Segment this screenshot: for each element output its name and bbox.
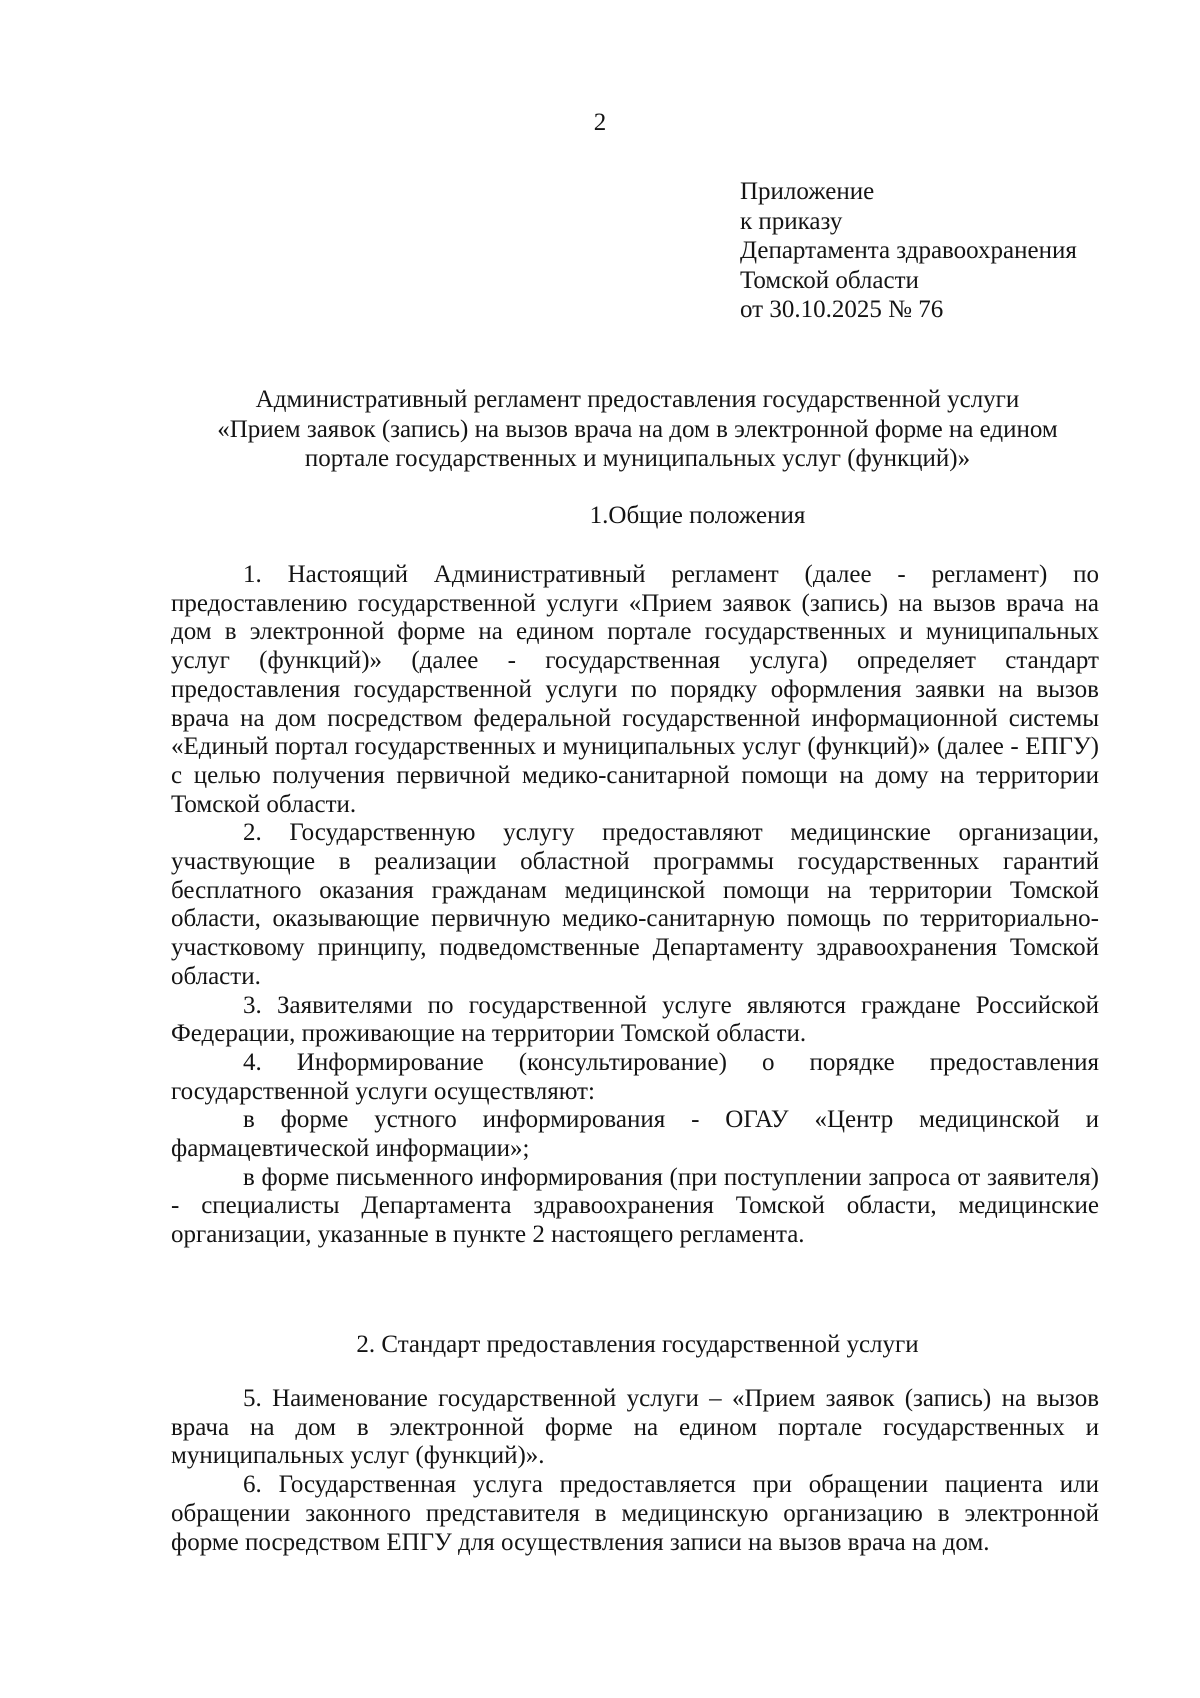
paragraph: 3. Заявителями по государственной услуге являются граждане Российской Федерации, проживающие на территории Томской области.: [171, 991, 1099, 1048]
appendix-line: Томской области: [740, 266, 919, 294]
paragraph: 2. Государственную услугу предоставляют медицинские организации, участвующие в реализации областной программы государственных гарантий бесплатного оказания гражданам медицинской помощи на территории Томской области, оказывающие первичную медико-санитарную помощь по территориально-участковому принципу, подведомственные Департаменту здравоохранения Томской области.: [171, 819, 1099, 990]
page-number: 2: [593, 109, 607, 136]
paragraph: в форме письменного информирования (при поступлении запроса от заявителя) - специалисты Департамента здравоохранения Томской области, медицинские организации, указанные в пункте 2 настоящего регламента.: [171, 1163, 1099, 1249]
section-2-heading: 2. Стандарт предоставления государственной услуги: [356, 1331, 919, 1358]
paragraph: 6. Государственная услуга предоставляется при обращении пациента или обращении законного представителя в медицинскую организацию в электронной форме посредством ЕПГУ для осуществления записи на вызов врача на дом.: [171, 1471, 1099, 1556]
title-line: портале государственных и муниципальных услуг (функций)»: [304, 445, 971, 472]
section-1-body: [171, 561, 1099, 1250]
appendix-block: [740, 177, 1077, 325]
appendix-line: Департамента здравоохранения: [740, 237, 1077, 264]
document-title: [175, 385, 1100, 474]
section-1-heading: 1.Общие положения: [589, 502, 806, 529]
paragraph: 5. Наименование государственной услуги – «Прием заявок (запись) на вызов врача на дом в электронной форме на едином портале государственных и муниципальных услуг (функций)».: [171, 1385, 1099, 1470]
paragraph: в форме устного информирования - ОГАУ «Центр медицинской и фармацевтической информации»;: [171, 1106, 1099, 1163]
section-2-body: [171, 1385, 1099, 1557]
paragraph: 4. Информирование (консультирование) о порядке предоставления государственной услуги осуществляют:: [171, 1048, 1099, 1105]
title-line: «Прием заявок (запись) на вызов врача на дом в электронной форме на едином: [217, 415, 1058, 443]
title-line: Административный регламент предоставления государственной услуги: [255, 386, 1020, 413]
appendix-line: к приказу: [740, 207, 843, 235]
appendix-line: от 30.10.2025 № 76: [740, 296, 944, 323]
appendix-line: Приложение: [740, 178, 875, 205]
paragraph: 1. Настоящий Административный регламент (далее - регламент) по предоставлению государственной услуги «Прием заявок (запись) на вызов врача на дом в электронной форме на едином портале государственных и муниципальных услуг (функций)» (далее - государственная услуга) определяет стандарт предоставления государственной услуги по порядку оформления заявки на вызов врача на дом посредством федеральной государственной информационной системы «Единый портал государственных и муниципальных услуг (функций)» (далее - ЕПГУ) с целью получения первичной медико-санитарной помощи на дому на территории Томской области.: [171, 561, 1099, 818]
